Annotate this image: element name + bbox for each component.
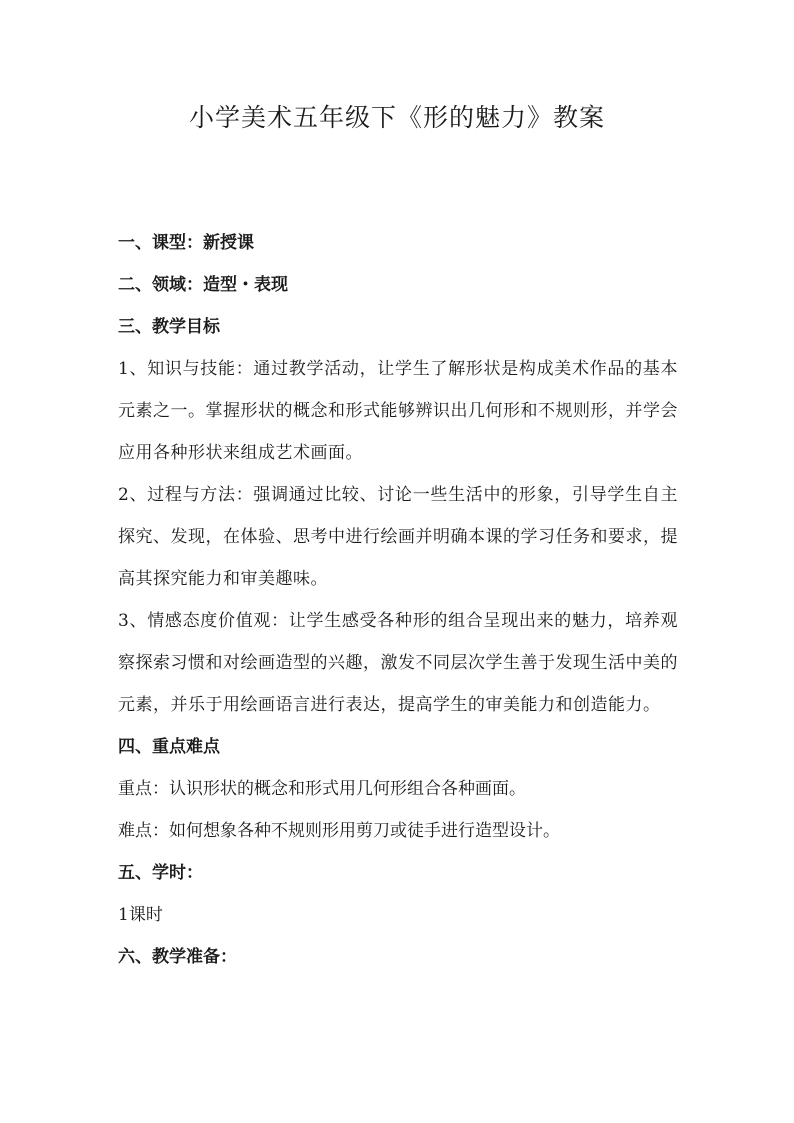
key-points-heading: 四、重点难点 [118,737,220,757]
domain-heading: 二、领域：造型・表现 [118,275,288,295]
difficulty-text: 难点：如何想象各种不规则形用剪刀或徒手进行造型设计。 [118,821,560,841]
hours-heading: 五、学时： [118,863,203,883]
preparation-heading: 六、教学准备： [118,947,237,967]
key-point-text: 重点：认识形状的概念和形式用几何形组合各种画面。 [118,779,526,799]
hours-value: 1课时 [118,905,163,925]
objectives-heading: 三、教学目标 [118,317,220,337]
document-title: 小学美术五年级下《形的魅力》教案 [188,103,605,132]
objective-emotion-values: 3、情感态度价值观：让学生感受各种形的组合呈现出来的魅力，培养观察探索习惯和对绘画造型的兴趣，激发不同层次学生善于发现生活中美的元素，并乐于用绘画语言进行表达，提高学生的审美能力和创造能力。 [118,611,678,715]
course-type-heading: 一、课型：新授课 [118,233,254,253]
document-body [118,222,678,978]
objective-knowledge-skills: 1、知识与技能：通过教学活动，让学生了解形状是构成美术作品的基本元素之一。掌握形状的概念和形式能够辨识出几何形和不规则形，并学会应用各种形状来组成艺术画面。 [118,359,678,463]
objective-process-methods: 2、过程与方法：强调通过比较、讨论一些生活中的形象，引导学生自主探究、发现，在体验、思考中进行绘画并明确本课的学习任务和要求，提高其探究能力和审美趣味。 [118,485,678,589]
